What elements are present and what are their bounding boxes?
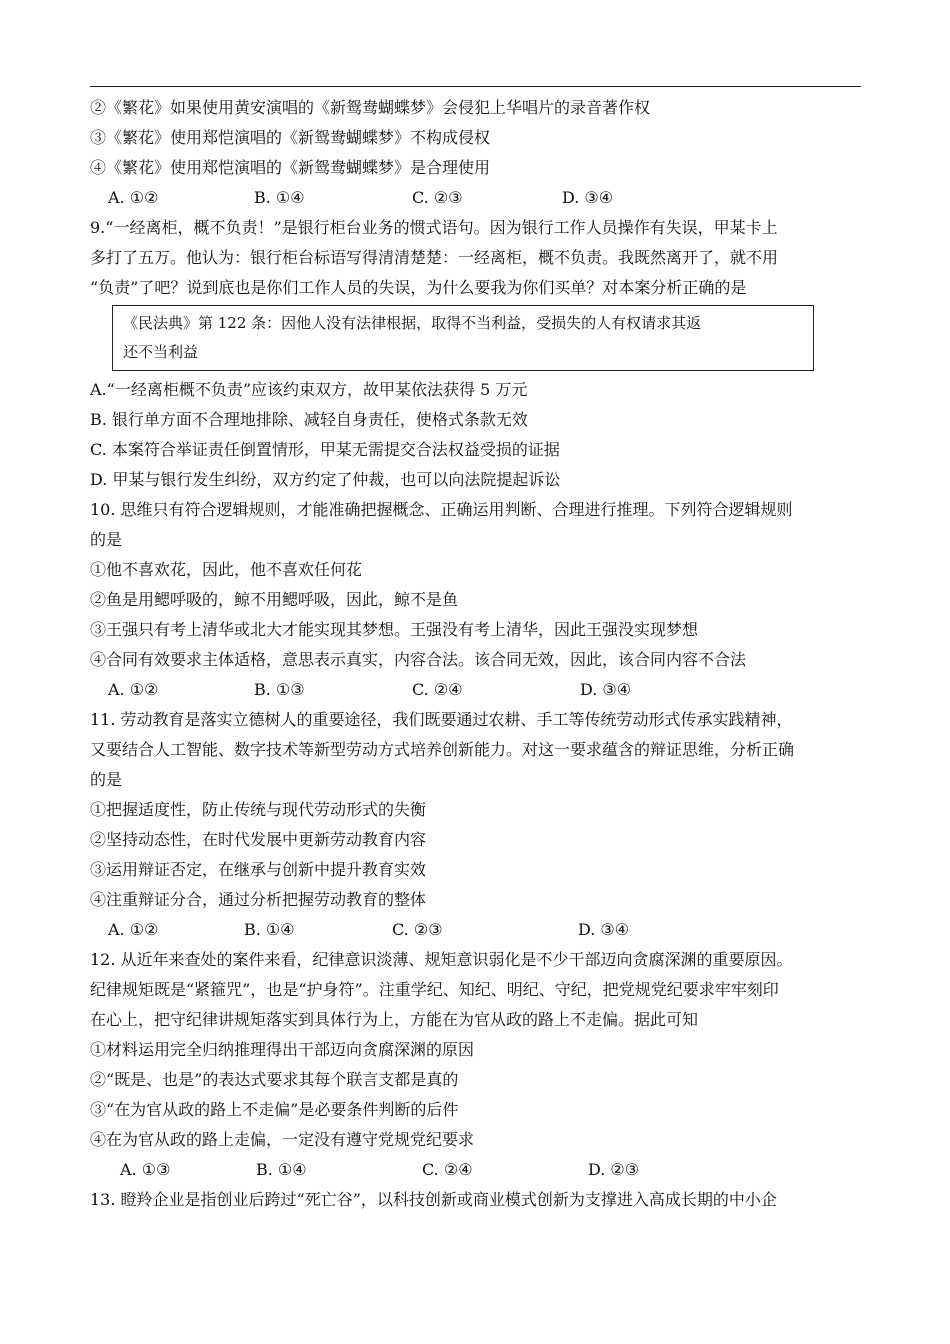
question-8-tail xyxy=(90,93,870,213)
q12-option-d: D. ②③ xyxy=(588,1160,640,1179)
q9-choice-a: A.“一经离柜概不负责”应该约束双方，故甲某依法获得 5 万元 xyxy=(90,380,528,399)
exam-page xyxy=(90,93,870,1215)
q12-item-4: ④在为官从政的路上走偏，一定没有遵守党规党纪要求 xyxy=(90,1130,475,1149)
q12-stem-line-1: 12. 从近年来查处的案件来看，纪律意识淡薄、规矩意识弱化是不少干部迈向贪腐深渊的重要原因。 xyxy=(90,950,793,969)
question-11 xyxy=(90,705,870,945)
q9-choice-c: C. 本案符合举证责任倒置情形，甲某无需提交合法权益受损的证据 xyxy=(90,440,560,459)
q12-option-c: C. ②④ xyxy=(422,1160,473,1179)
q9-law-excerpt-box xyxy=(112,305,814,371)
q12-option-a: A. ①③ xyxy=(120,1160,171,1179)
q12-stem-line-2: 纪律规矩既是“紧箍咒”，也是“护身符”。注重学纪、知纪、明纪、守纪，把党规党纪要求牢牢刻印 xyxy=(90,980,779,999)
q12-options xyxy=(90,1155,870,1185)
q8-statement-4: ④《繁花》使用郑恺演唱的《新鸳鸯蝴蝶梦》是合理使用 xyxy=(90,158,491,177)
q10-stem-line-1: 10. 思维只有符合逻辑规则，才能准确把握概念、正确运用判断、合理进行推理。下列符合逻辑规则 xyxy=(90,500,793,519)
q11-option-d: D. ③④ xyxy=(578,920,630,939)
q9-choice-d: D. 甲某与银行发生纠纷，双方约定了仲裁，也可以向法院提起诉讼 xyxy=(90,470,561,489)
q11-item-3: ③运用辩证否定，在继承与创新中提升教育实效 xyxy=(90,860,427,879)
question-10 xyxy=(90,495,870,705)
q10-stem-line-2: 的是 xyxy=(90,530,123,549)
q11-options xyxy=(90,915,870,945)
q10-option-b: B. ①③ xyxy=(254,680,305,699)
q8-option-c: C. ②③ xyxy=(412,188,463,207)
q12-item-2: ②“既是、也是”的表达式要求其每个联言支都是真的 xyxy=(90,1070,459,1089)
q11-item-4: ④注重辩证分合，通过分析把握劳动教育的整体 xyxy=(90,890,427,909)
q11-option-a: A. ①② xyxy=(108,920,159,939)
q11-option-c: C. ②③ xyxy=(392,920,443,939)
q8-statement-3: ③《繁花》使用郑恺演唱的《新鸳鸯蝴蝶梦》不构成侵权 xyxy=(90,128,491,147)
q11-stem-line-2: 又要结合人工智能、数字技术等新型劳动方式培养创新能力。对这一要求蕴含的辩证思维，分析正确 xyxy=(90,740,795,759)
q8-options xyxy=(90,183,870,213)
header-rule xyxy=(90,86,861,87)
q11-item-1: ①把握适度性，防止传统与现代劳动形式的失衡 xyxy=(90,800,427,819)
q9-stem-line-3: “负责”了吧？说到底也是你们工作人员的失误，为什么要我为你们买单？对本案分析正确的是 xyxy=(90,278,747,297)
q11-item-2: ②坚持动态性，在时代发展中更新劳动教育内容 xyxy=(90,830,427,849)
q10-item-2: ②鱼是用鳃呼吸的，鲸不用鳃呼吸，因此，鲸不是鱼 xyxy=(90,590,459,609)
q10-option-d: D. ③④ xyxy=(580,680,632,699)
q12-option-b: B. ①④ xyxy=(256,1160,307,1179)
question-9 xyxy=(90,213,870,495)
q8-statement-2: ②《繁花》如果使用黄安演唱的《新鸳鸯蝴蝶梦》会侵犯上华唱片的录音著作权 xyxy=(90,98,651,117)
q12-item-3: ③“在为官从政的路上不走偏”是必要条件判断的后件 xyxy=(90,1100,459,1119)
q8-option-a: A. ①② xyxy=(108,188,159,207)
q10-item-4: ④合同有效要求主体适格，意思表示真实，内容合法。该合同无效，因此，该合同内容不合法 xyxy=(90,650,747,669)
q13-stem-line-1: 13. 瞪羚企业是指创业后跨过“死亡谷”，以科技创新或商业模式创新为支撑进入高成长期的中小企 xyxy=(90,1190,777,1209)
q10-item-1: ①他不喜欢花，因此，他不喜欢任何花 xyxy=(90,560,363,579)
q10-option-c: C. ②④ xyxy=(412,680,463,699)
q9-law-excerpt-line-2: 还不当利益 xyxy=(123,343,199,361)
q9-choice-b: B. 银行单方面不合理地排除、减轻自身责任，使格式条款无效 xyxy=(90,410,528,429)
question-12 xyxy=(90,945,870,1185)
q9-stem-line-2: 多打了五万。他认为：银行柜台标语写得清清楚楚：一经离柜，概不负责。我既然离开了，就不用 xyxy=(90,248,779,267)
q11-stem-line-3: 的是 xyxy=(90,770,123,789)
q10-item-3: ③王强只有考上清华或北大才能实现其梦想。王强没有考上清华，因此王强没实现梦想 xyxy=(90,620,699,639)
q8-option-d: D. ③④ xyxy=(562,188,614,207)
q11-stem-line-1: 11. 劳动教育是落实立德树人的重要途径，我们既要通过农耕、手工等传统劳动形式传承实践精神， xyxy=(90,710,793,729)
q9-law-excerpt-line-1: 《民法典》第 122 条：因他人没有法律根据，取得不当利益，受损失的人有权请求其返 xyxy=(123,314,702,332)
q11-option-b: B. ①④ xyxy=(244,920,295,939)
q10-option-a: A. ①② xyxy=(108,680,159,699)
question-13 xyxy=(90,1185,870,1215)
q12-stem-line-3: 在心上，把守纪律讲规矩落实到具体行为上，方能在为官从政的路上不走偏。据此可知 xyxy=(90,1010,699,1029)
q10-options xyxy=(90,675,870,705)
q9-stem-line-1: 9.“一经离柜，概不负责！”是银行柜台业务的惯式语句。因为银行工作人员操作有失误，甲某卡上 xyxy=(90,218,778,237)
q8-option-b: B. ①④ xyxy=(254,188,305,207)
q12-item-1: ①材料运用完全归纳推理得出干部迈向贪腐深渊的原因 xyxy=(90,1040,475,1059)
